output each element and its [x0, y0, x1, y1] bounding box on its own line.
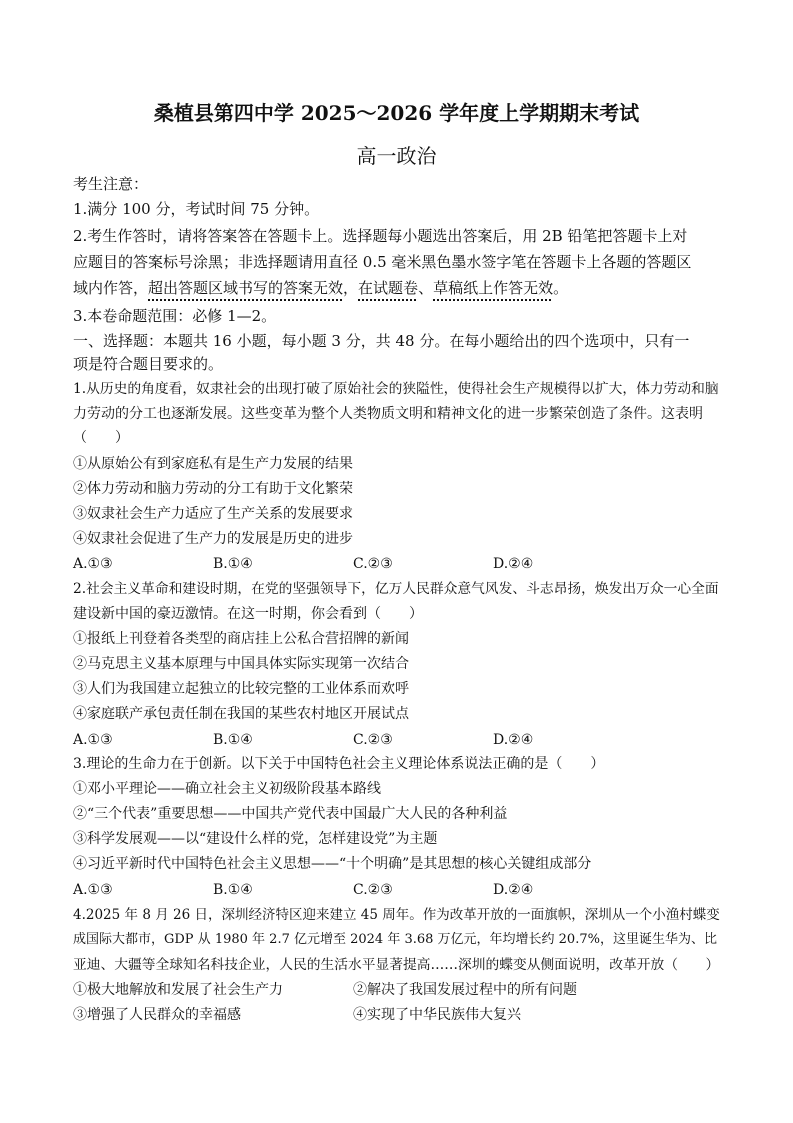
q3-stem-line-1: 3.理论的生命力在于创新。以下关于中国特色社会主义理论体系说法正确的是（ ）	[73, 756, 605, 772]
q4-statement-4: ④实现了中华民族伟大复兴	[353, 1007, 521, 1023]
notice-item-2-line-2: 应题目的答案标号涂黑；非选择题请用直径 0.5 毫米黑色墨水签字笔在答题卡上各题的答题区	[73, 253, 692, 271]
notice-heading: 考生注意：	[73, 175, 149, 193]
q2-statement-2: ②马克思主义基本原理与中国具体实际实现第一次结合	[73, 656, 409, 672]
q2-option-a[interactable]: A.①③	[73, 732, 113, 748]
q2-statement-1: ①报纸上刊登着各类型的商店挂上公私合营招牌的新闻	[73, 631, 409, 647]
q1-statement-4: ④奴隶社会促进了生产力的发展是历史的进步	[73, 531, 353, 547]
q3-option-a[interactable]: A.①③	[73, 882, 113, 898]
q3-statement-4: ④习近平新时代中国特色社会主义思想——“十个明确”是其思想的核心关键组成部分	[73, 856, 592, 872]
q1-statement-3: ③奴隶社会生产力适应了生产关系的发展要求	[73, 506, 353, 522]
q4-statement-3: ③增强了人民群众的幸福感	[73, 1007, 241, 1023]
q1-stem-line-1: 1.从历史的角度看，奴隶社会的出现打破了原始社会的狭隘性，使得社会生产规模得以扩大，体力劳动和脑	[73, 381, 719, 397]
q2-option-b[interactable]: B.①④	[213, 732, 253, 748]
emphasis-text: 超出答题区域书写的答案无效	[148, 279, 344, 297]
q2-statement-3: ③人们为我国建立起独立的比较完整的工业体系而欢呼	[73, 681, 409, 697]
exam-subject: 高一政治	[356, 144, 437, 168]
q2-statement-4: ④家庭联产承包责任制在我国的某些农村地区开展试点	[73, 706, 409, 722]
notice-item-1: 1.满分 100 分，考试时间 75 分钟。	[73, 200, 320, 218]
q1-option-a[interactable]: A.①③	[73, 556, 113, 572]
notice-text: 。	[553, 279, 569, 297]
q4-statement-2: ②解决了我国发展过程中的所有问题	[353, 982, 577, 998]
q3-option-c[interactable]: C.②③	[353, 882, 393, 898]
notice-item-2-line-3	[73, 278, 568, 298]
q3-statement-1: ①邓小平理论——确立社会主义初级阶段基本路线	[73, 781, 381, 797]
q4-statement-1: ①极大地解放和发展了社会生产力	[73, 982, 283, 998]
q2-stem-line-1: 2.社会主义革命和建设时期，在党的坚强领导下，亿万人民群众意气风发、斗志昂扬，焕发出万众一心全面	[73, 581, 719, 597]
section-1-intro-line-1: 一、选择题：本题共 16 小题，每小题 3 分，共 48 分。在每小题给出的四个选项中，只有一	[73, 332, 690, 350]
notice-item-2-line-1: 2.考生作答时，请将答案答在答题卡上。选择题每小题选出答案后，用 2B 铅笔把答题卡上对	[73, 227, 688, 245]
q3-statement-3: ③科学发展观——以“建设什么样的党，怎样建设党”为主题	[73, 831, 438, 847]
q1-statement-1: ①从原始公有到家庭私有是生产力发展的结果	[73, 456, 353, 472]
q2-option-c[interactable]: C.②③	[353, 732, 393, 748]
q3-option-d[interactable]: D.②④	[493, 882, 534, 898]
q4-stem-line-2: 成国际大都市，GDP 从 1980 年 2.7 亿元增至 2024 年 3.68 万亿元，年均增长约 20.7%，这里诞生华为、比	[73, 932, 717, 947]
q4-stem-line-1: 4.2025 年 8 月 26 日，深圳经济特区迎来建立 45 周年。作为改革开放的一面旗帜，深圳从一个小渔村蝶变	[73, 907, 720, 923]
q1-stem-line-2: 力劳动的分工也逐渐发展。这些变革为整个人类物质文明和精神文化的进一步繁荣创造了条件。这表明	[73, 406, 703, 422]
q1-option-b[interactable]: B.①④	[213, 556, 253, 572]
q1-option-d[interactable]: D.②④	[493, 556, 534, 572]
q2-option-d[interactable]: D.②④	[493, 732, 534, 748]
exam-title: 桑植县第四中学 2025～2026 学年度上学期期末考试	[153, 101, 640, 125]
q3-statement-2: ②“三个代表”重要思想——中国共产党代表中国最广大人民的各种利益	[73, 806, 508, 822]
notice-item-3: 3.本卷命题范围：必修 1—2。	[73, 307, 277, 325]
section-1-intro-line-2: 项是符合题目要求的。	[73, 355, 224, 373]
notice-text: ，	[343, 279, 359, 297]
q1-statement-2: ②体力劳动和脑力劳动的分工有助于文化繁荣	[73, 481, 353, 497]
emphasis-text: 在试题卷	[358, 279, 419, 297]
emphasis-text: 草稿纸上作答无效	[433, 279, 554, 297]
q3-option-b[interactable]: B.①④	[213, 882, 253, 898]
q2-stem-line-2: 建设新中国的豪迈激情。在这一时期，你会看到（ ）	[73, 606, 423, 622]
q1-stem-line-3: （ ）	[73, 430, 129, 446]
notice-text: 域内作答，	[73, 279, 149, 297]
q4-stem-line-3: 亚迪、大疆等全球知名科技企业，人民的生活水平显著提高……深圳的蝶变从侧面说明，改革开放（ ）	[73, 957, 720, 973]
notice-text: 、	[418, 279, 434, 297]
q1-option-c[interactable]: C.②③	[353, 556, 393, 572]
